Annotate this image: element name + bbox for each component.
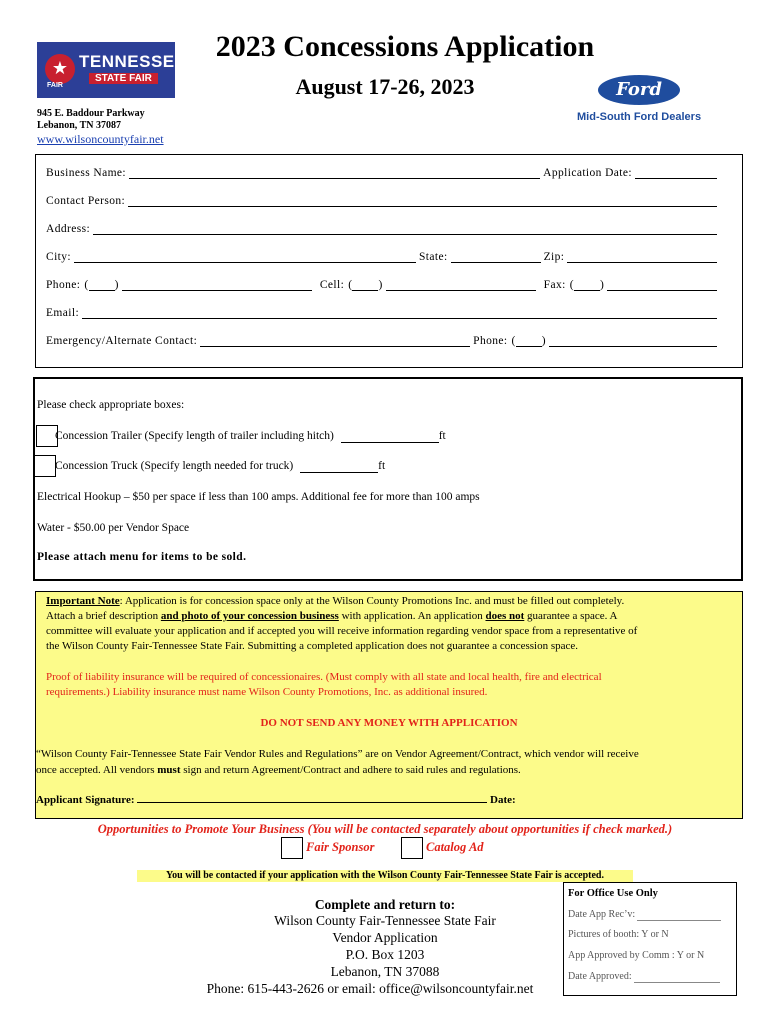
trailer-unit: ft — [438, 430, 446, 442]
electrical-text: Electrical Hookup – $50 per space if less than 100 amps. Additional fee for more than 100 amps — [37, 491, 480, 503]
signature-row — [36, 792, 516, 808]
emergency-paren-open: ( — [511, 335, 516, 347]
office-date-approved — [568, 971, 720, 983]
no-money-warning: DO NOT SEND ANY MONEY WITH APPLICATION — [260, 717, 518, 729]
contact-person-row — [46, 195, 720, 207]
fax-label: Fax: — [543, 279, 566, 291]
cell-paren-close: ) — [378, 279, 383, 291]
rules-text-2c: sign and return Agreement/Contract and adhere to said rules and regulations. — [180, 764, 521, 776]
application-date-label: Application Date: — [543, 167, 632, 179]
cell-field[interactable] — [386, 279, 536, 291]
event-dates: August 17-26, 2023 — [295, 74, 475, 99]
note-text-2a: Attach a brief description — [46, 610, 161, 622]
emergency-contact-label: Emergency/Alternate Contact: — [46, 335, 198, 347]
office-use-heading: For Office Use Only — [568, 888, 658, 899]
rules-text-2a: once accepted. All vendors — [36, 764, 158, 776]
rules-text-1: “Wilson County Fair-Tennessee State Fair Vendor Rules and Regulations” are on Vendor Agreement/Contract, which vendor will receive — [36, 748, 639, 760]
signature-label: Applicant Signature: — [36, 794, 135, 806]
return-line-1: Wilson County Fair-Tennessee State Fair — [274, 913, 496, 928]
fax-field[interactable] — [607, 279, 717, 291]
truck-checkbox[interactable] — [34, 455, 56, 477]
logo-text-bottom: STATE FAIR — [89, 73, 158, 84]
note-text-2e: guarantee a space. A — [524, 610, 618, 622]
water-text: Water - $50.00 per Vendor Space — [37, 522, 190, 534]
fax-area-field[interactable] — [574, 279, 600, 291]
fair-sponsor-label: Fair Sponsor — [306, 840, 375, 854]
emergency-contact-field[interactable] — [200, 335, 470, 347]
emergency-paren-close: ) — [541, 335, 546, 347]
application-date-field[interactable] — [635, 167, 717, 179]
office-date-received-field[interactable] — [637, 909, 721, 921]
important-note-section — [35, 591, 743, 819]
menu-text: Please attach menu for items to be sold. — [37, 551, 247, 563]
truck-label — [55, 460, 385, 473]
address-field[interactable] — [93, 223, 717, 235]
insurance-text-2: requirements.) Liability insurance must name Wilson County Promotions, Inc. as additional insured. — [46, 686, 488, 698]
trailer-length-field[interactable] — [341, 430, 439, 443]
logo-text-top: TENNESSEE — [79, 52, 187, 71]
truck-length-field[interactable] — [300, 460, 378, 473]
fax-paren-close: ) — [599, 279, 605, 291]
catalog-ad-label: Catalog Ad — [426, 840, 484, 854]
phone-area-field[interactable] — [89, 279, 115, 291]
note-text-2d: does not — [485, 610, 525, 622]
email-row — [46, 307, 720, 319]
emergency-phone-label: Phone: — [473, 335, 508, 347]
business-name-row — [46, 167, 720, 179]
emergency-phone-field[interactable] — [549, 335, 717, 347]
business-name-label: Business Name: — [46, 167, 127, 179]
phone-paren-close: ) — [114, 279, 119, 291]
options-heading: Please check appropriate boxes: — [37, 399, 185, 411]
city-row — [46, 251, 720, 263]
phone-label: Phone: — [46, 279, 81, 291]
zip-label: Zip: — [543, 251, 565, 263]
emergency-row — [46, 335, 720, 347]
city-label: City: — [46, 251, 72, 263]
signature-date-label: Date: — [490, 794, 516, 806]
truck-text: Concession Truck (Specify length needed for truck) — [55, 460, 294, 472]
emergency-area-field[interactable] — [516, 335, 542, 347]
rules-text-2 — [36, 763, 521, 778]
note-text-1: : Application is for concession space only at the Wilson County Promotions Inc. and must be filled out completely. — [119, 595, 625, 607]
state-field[interactable] — [451, 251, 541, 263]
note-label: Important Note — [46, 595, 120, 607]
office-date-received-label: Date App Rec’v: — [568, 909, 636, 920]
logo-badge: FAIR — [47, 82, 63, 89]
fax-paren-open: ( — [569, 279, 574, 291]
note-paragraph-3: committee will evaluate your application and if accepted you will receive information regarding vendor space from a representative of — [46, 625, 638, 637]
office-date-received — [568, 909, 721, 921]
return-contact: Phone: 615-443-2626 or email: office@wilsoncountyfair.net — [206, 981, 534, 996]
ford-logo: Ford — [598, 75, 680, 105]
trailer-text: Concession Trailer (Specify length of trailer including hitch) — [55, 430, 334, 442]
star-icon: ★ — [45, 54, 75, 84]
business-name-field[interactable] — [129, 167, 540, 179]
office-use-box — [563, 882, 737, 996]
note-paragraph-4: the Wilson County Fair-Tennessee State Fair. Submitting a completed application does not guarantee a concession space. — [46, 640, 579, 652]
note-text-2c: with application. An application — [338, 610, 486, 622]
contact-person-label: Contact Person: — [46, 195, 126, 207]
note-paragraph-1 — [46, 594, 624, 609]
return-line-2: Vendor Application — [332, 930, 438, 945]
email-label: Email: — [46, 307, 80, 319]
office-date-approved-label: Date Approved: — [568, 971, 632, 982]
office-approved: App Approved by Comm : Y or N — [568, 950, 705, 961]
cell-paren-open: ( — [348, 279, 353, 291]
signature-field[interactable] — [137, 792, 487, 803]
contact-person-field[interactable] — [128, 195, 717, 207]
email-field[interactable] — [82, 307, 717, 319]
phone-paren-open: ( — [84, 279, 89, 291]
acceptance-notice: You will be contacted if your application with the Wilson County Fair-Tennessee State Fair is accepted. — [137, 870, 633, 882]
address-city: Lebanon, TN 37087 — [37, 120, 122, 131]
office-pictures: Pictures of booth: Y or N — [568, 929, 669, 940]
zip-field[interactable] — [567, 251, 717, 263]
trailer-label — [55, 430, 446, 443]
phone-row — [46, 279, 720, 291]
address-row — [46, 223, 720, 235]
phone-field[interactable] — [122, 279, 312, 291]
website-link[interactable]: www.wilsoncountyfair.net — [37, 132, 164, 146]
contact-info-section — [35, 154, 743, 368]
catalog-ad-checkbox[interactable] — [401, 837, 423, 859]
return-line-3: P.O. Box 1203 — [345, 947, 425, 962]
address-label: Address: — [46, 223, 91, 235]
return-heading: Complete and return to: — [314, 897, 456, 912]
page-title: 2023 Concessions Application — [215, 30, 595, 63]
note-text-2b: and photo of your concession business — [160, 610, 339, 622]
rules-text-2b: must — [157, 764, 181, 776]
sponsor-name: Mid-South Ford Dealers — [577, 111, 702, 123]
concession-options-section — [33, 377, 743, 581]
state-label: State: — [419, 251, 448, 263]
promotion-text: Opportunities to Promote Your Business (You will be contacted separately about opportunities if check marked.) — [97, 822, 673, 836]
cell-label: Cell: — [319, 279, 345, 291]
return-line-4: Lebanon, TN 37088 — [330, 964, 440, 979]
city-field[interactable] — [74, 251, 416, 263]
fair-sponsor-checkbox[interactable] — [281, 837, 303, 859]
address-street: 945 E. Baddour Parkway — [37, 108, 145, 119]
cell-area-field[interactable] — [352, 279, 378, 291]
insurance-text-1: Proof of liability insurance will be required of concessionaires. (Must comply with all state and local health, fire and electrical — [46, 671, 602, 683]
note-paragraph-2 — [46, 609, 617, 624]
truck-unit: ft — [378, 460, 386, 472]
office-date-approved-field[interactable] — [634, 971, 720, 983]
